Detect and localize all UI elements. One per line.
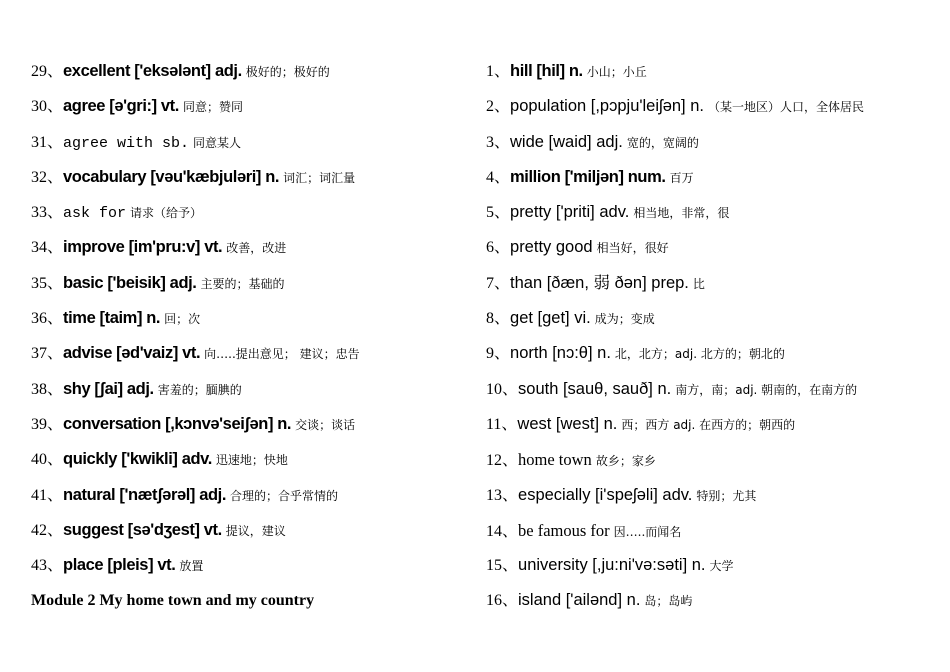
module-heading: Module 2 My home town and my country <box>31 592 315 610</box>
vocab-entry <box>486 230 936 265</box>
entry-word: improve [im'pru:v] vt. <box>63 238 223 257</box>
entry-word: north [nɔ:θ] n. <box>510 344 611 363</box>
entry-number: 15、 <box>486 557 519 575</box>
entry-word: quickly ['kwikli] adv. <box>63 450 212 469</box>
entry-word: island ['ailənd] n. <box>518 591 641 610</box>
entry-meaning: 极好的；极好的 <box>245 65 330 79</box>
entry-number: 36、 <box>31 310 64 328</box>
entry-word: wide [waid] adj. <box>510 132 623 151</box>
vocab-entry <box>486 372 936 407</box>
entry-word: especially [i'speʃəli] adv. <box>518 485 693 504</box>
entry-word: population [,pɔpju'leiʃən] n. <box>510 97 704 116</box>
entry-word: shy [ʃai] adj. <box>63 379 154 398</box>
entry-word: ask for <box>63 205 127 223</box>
vocab-entry <box>486 478 936 513</box>
entry-number: 2、 <box>486 98 511 116</box>
entry-word: natural ['nætʃərəl] adj. <box>63 485 227 504</box>
vocab-entry <box>31 548 461 583</box>
entry-number: 30、 <box>31 98 64 116</box>
entry-word: suggest [sə'dʒest] vt. <box>63 520 222 539</box>
vocab-entry <box>31 513 461 548</box>
entry-word: vocabulary [vəu'kæbjuləri] n. <box>63 167 280 186</box>
entry-meaning: 比 <box>692 276 705 291</box>
entry-meaning: 主要的；基础的 <box>200 276 285 291</box>
entry-meaning: 交谈；谈话 <box>295 417 356 432</box>
vocab-entry <box>486 160 936 195</box>
vocab-entry <box>31 54 461 89</box>
entry-word: university [,ju:ni'və:səti] n. <box>518 556 706 575</box>
vocab-entry <box>31 230 461 265</box>
entry-meaning: 相当好，很好 <box>596 241 669 256</box>
entry-meaning: 请求（给予） <box>130 206 203 221</box>
entry-number: 5、 <box>486 204 511 222</box>
vocab-entry <box>31 160 461 195</box>
vocab-entry <box>31 195 461 230</box>
entry-number: 13、 <box>486 486 519 504</box>
entry-meaning: 北，北方；adj. 北方的；朝北的 <box>614 347 785 362</box>
vocab-entry <box>486 195 936 230</box>
entry-meaning: （某一地区）人口，全体居民 <box>707 100 864 115</box>
entry-number: 38、 <box>31 380 64 398</box>
entry-number: 42、 <box>31 521 64 539</box>
entry-word: south [sauθ, sauð] n. <box>518 379 672 398</box>
entry-word: basic ['beisik] adj. <box>63 273 197 292</box>
vocab-entry <box>31 301 461 336</box>
entry-meaning: 成为；变成 <box>594 312 655 327</box>
entry-number: 9、 <box>486 345 511 363</box>
entry-word: conversation [,kɔnvə'seiʃən] n. <box>63 414 292 433</box>
entry-meaning: 岛；岛屿 <box>644 594 693 609</box>
entry-word: get [ɡet] vi. <box>510 309 591 328</box>
entry-meaning: 合理的；合乎常情的 <box>230 488 339 503</box>
entry-number: 32、 <box>31 168 64 186</box>
entry-number: 11、 <box>486 415 518 433</box>
vocab-entry <box>486 407 936 442</box>
entry-word: pretty ['priti] adv. <box>510 203 630 222</box>
entry-word: be famous for <box>518 520 610 540</box>
right-vocab-column <box>486 54 936 619</box>
entry-word: than [ðæn, 弱 ðən] prep. <box>510 273 689 292</box>
entry-meaning: 特别；尤其 <box>696 488 757 503</box>
vocab-entry <box>31 407 461 442</box>
vocab-entry <box>486 442 936 477</box>
entry-meaning: 南方，南；adj. 朝南的，在南方的 <box>675 382 858 397</box>
entry-number: 8、 <box>486 310 511 328</box>
vocab-entry <box>31 372 461 407</box>
vocab-entry <box>31 478 461 513</box>
entry-meaning: 改善，改进 <box>226 241 287 256</box>
entry-meaning: 提议，建议 <box>225 523 286 538</box>
vocab-entry <box>31 125 461 160</box>
entry-meaning: 同意某人 <box>193 135 242 150</box>
entry-number: 34、 <box>31 239 64 257</box>
entry-word: million ['miljən] num. <box>510 167 666 186</box>
vocab-entry <box>486 583 936 618</box>
entry-number: 3、 <box>486 133 511 151</box>
entry-number: 43、 <box>31 557 64 575</box>
entry-word: agree [ə'ɡri:] vt. <box>63 97 179 116</box>
entry-word: time [taim] n. <box>63 309 161 328</box>
entry-meaning: 害羞的；腼腆的 <box>157 382 242 397</box>
entry-number: 35、 <box>31 274 64 292</box>
entry-number: 39、 <box>31 415 64 433</box>
vocab-entry <box>31 266 461 301</box>
entry-meaning: 向…..提出意见； 建议；忠告 <box>204 347 360 362</box>
vocab-entry <box>31 442 461 477</box>
entry-number: 37、 <box>31 345 64 363</box>
vocab-entry <box>31 336 461 371</box>
entry-number: 1、 <box>486 63 511 80</box>
entry-meaning: 故乡；家乡 <box>595 454 656 469</box>
entry-number: 7、 <box>486 274 511 292</box>
entry-meaning: 西；西方 adj. 在西方的；朝西的 <box>621 417 796 432</box>
entry-meaning: 迅速地；快地 <box>215 453 288 468</box>
entry-meaning: 大学 <box>709 559 734 574</box>
entry-number: 12、 <box>486 452 519 470</box>
entry-number: 14、 <box>486 522 519 540</box>
vocab-entry <box>486 548 936 583</box>
vocab-entry <box>486 266 936 301</box>
entry-number: 10、 <box>486 380 519 398</box>
vocab-entry <box>31 89 461 124</box>
entry-number: 31、 <box>31 133 64 151</box>
entry-number: 6、 <box>486 239 511 257</box>
entry-word: place [pleis] vt. <box>63 556 176 575</box>
entry-meaning: 回；次 <box>164 312 201 327</box>
entry-meaning: 百万 <box>669 170 694 185</box>
vocab-entry <box>486 54 936 89</box>
entry-number: 16、 <box>486 592 519 610</box>
entry-meaning: 宽的，宽阔的 <box>626 135 699 150</box>
entry-number: 4、 <box>486 168 511 186</box>
entry-number: 29、 <box>31 63 64 80</box>
vocab-entry <box>486 89 936 124</box>
entry-word: advise [əd'vaiz] vt. <box>63 344 201 363</box>
entry-word: home town <box>518 450 592 470</box>
entry-meaning: 小山；小丘 <box>586 65 647 79</box>
left-vocab-column <box>31 54 461 619</box>
entry-word: excellent ['eksələnt] adj. <box>63 62 242 80</box>
entry-word: agree with sb. <box>63 134 190 152</box>
entry-meaning: 相当地，非常，很 <box>633 206 730 221</box>
entry-word: pretty good <box>510 238 593 257</box>
entry-meaning: 因…..而闻名 <box>613 524 682 539</box>
entry-number: 41、 <box>31 486 64 504</box>
entry-meaning: 词汇；词汇量 <box>283 170 356 185</box>
entry-number: 33、 <box>31 204 64 222</box>
vocab-entry <box>486 513 936 548</box>
entry-word: hill [hil] n. <box>510 62 583 80</box>
entry-number: 40、 <box>31 451 64 469</box>
entry-meaning: 同意；赞同 <box>182 100 243 115</box>
vocab-entry <box>486 125 936 160</box>
vocab-entry <box>486 301 936 336</box>
vocab-entry <box>486 336 936 371</box>
entry-meaning: 放置 <box>179 559 204 574</box>
entry-word: west [west] n. <box>517 414 618 433</box>
